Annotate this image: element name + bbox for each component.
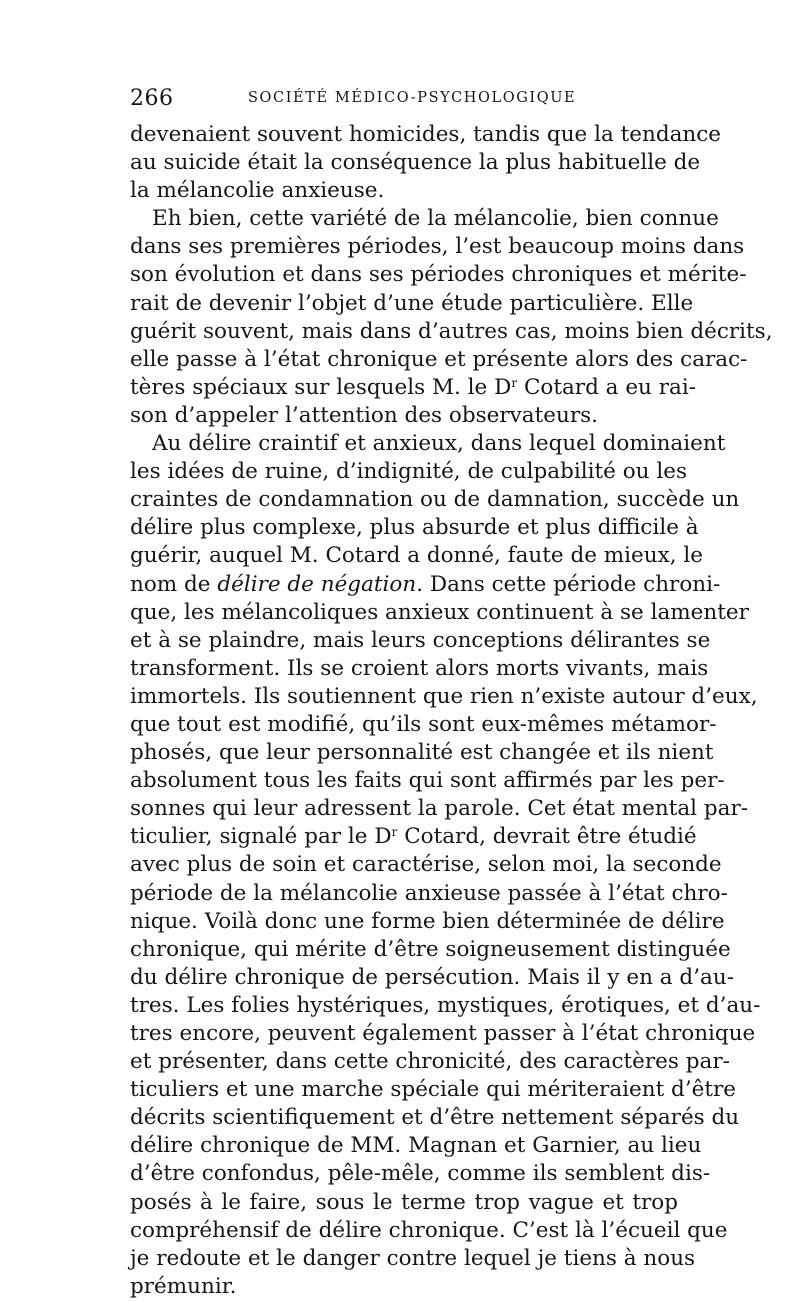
text-segment: nom de	[130, 571, 218, 597]
text-line: craintes de condamnation ou de damnation, succède un	[130, 487, 740, 513]
italic-term: délire de négation	[217, 571, 417, 597]
paragraph-start-line: Au délire craintif et anxieux, dans lequel dominaient	[152, 431, 726, 457]
text-line: période de la mélancolie anxieuse passée à l’état chro-	[130, 880, 728, 906]
text-line: et présenter, dans cette chronicité, des caractères par-	[130, 1049, 730, 1075]
text-line: d’être confondus, pêle-mêle, comme ils semblent dis-	[130, 1161, 711, 1187]
text-line: guérir, auquel M. Cotard a donné, faute de mieux, le	[130, 543, 704, 569]
text-line: avec plus de soin et caractérise, selon moi, la seconde	[130, 852, 722, 878]
text-segment: Cotard a eu rai-	[517, 374, 696, 400]
text-line: rait de devenir l’objet d’une étude particulière. Elle	[130, 290, 694, 316]
text-line: ticuliers et une marche spéciale qui mériteraient d’être	[130, 1077, 737, 1103]
text-line: prémunir.	[130, 1273, 237, 1299]
text-line: son d’appeler l’attention des observateurs.	[130, 402, 598, 428]
text-segment: ticulier, signalé par le D	[130, 824, 392, 850]
text-line: au suicide était la conséquence la plus habituelle de	[130, 150, 701, 176]
text-line: dans ses premières périodes, l’est beaucoup moins dans	[130, 234, 745, 260]
text-line: posés à le faire, sous le terme trop vague et trop	[130, 1189, 678, 1215]
text-segment: Cotard, devrait être étudié	[397, 824, 697, 850]
text-line: compréhensif de délire chronique. C’est là l’écueil que	[130, 1217, 728, 1243]
text-line: délire chronique de MM. Magnan et Garnier, au lieu	[130, 1133, 702, 1159]
text-line: je redoute et le danger contre lequel je tiens à nous	[130, 1245, 696, 1271]
text-line: son évolution et dans ses périodes chroniques et mérite-	[130, 262, 747, 288]
text-line: les idées de ruine, d’indignité, de culpabilité ou les	[130, 459, 687, 485]
body-text	[130, 121, 773, 1301]
text-line: elle passe à l’état chronique et présente alors des carac-	[130, 346, 748, 372]
superscript: r	[391, 825, 398, 840]
text-line	[130, 571, 721, 599]
text-line: du délire chronique de persécution. Mais il y en a d’au-	[130, 964, 734, 990]
text-line	[130, 823, 697, 851]
text-line: délire plus complexe, plus absurde et plus difficile à	[130, 515, 699, 541]
text-line: tres. Les folies hystériques, mystiques, érotiques, et d’au-	[130, 992, 761, 1018]
running-title: SOCIÉTÉ MÉDICO-PSYCHOLOGIQUE	[248, 90, 577, 106]
text-line: sonnes qui leur adressent la parole. Cet état mental par-	[130, 796, 748, 822]
text-line: absolument tous les faits qui sont affirmés par les per-	[130, 768, 725, 794]
text-line: immortels. Ils soutiennent que rien n’existe autour d’eux,	[130, 683, 758, 709]
text-line: tres encore, peuvent également passer à l’état chronique	[130, 1021, 756, 1046]
text-line: phosés, que leur personnalité est changée et ils nient	[130, 740, 714, 766]
text-line: nique. Voilà donc une forme bien déterminée de délire	[130, 908, 725, 934]
text-line: que, les mélancoliques anxieux continuent à se lamenter	[130, 599, 749, 625]
text-line: la mélancolie anxieuse.	[130, 178, 385, 204]
text-line: décrits scientifiquement et d’être nettement séparés du	[130, 1105, 740, 1131]
text-line: et à se plaindre, mais leurs conceptions délirantes se	[130, 627, 711, 653]
text-line: guérit souvent, mais dans d’autres cas, moins bien décrits,	[130, 318, 773, 344]
text-line	[130, 374, 696, 402]
text-segment: tères spéciaux sur lesquels M. le D	[130, 374, 512, 400]
page-header	[130, 86, 678, 116]
text-line: chronique, qui mérite d’être soigneusement distinguée	[130, 936, 731, 962]
text-segment: . Dans cette période chroni-	[416, 571, 721, 597]
text-line: que tout est modifié, qu’ils sont eux-mêmes métamor-	[130, 711, 717, 737]
paragraph-start-line: Eh bien, cette variété de la mélancolie, bien connue	[152, 206, 719, 232]
page-number: 266	[130, 86, 174, 111]
text-line: devenaient souvent homicides, tandis que la tendance	[130, 122, 722, 147]
text-line: transforment. Ils se croient alors morts vivants, mais	[130, 655, 709, 681]
superscript: r	[511, 375, 518, 390]
